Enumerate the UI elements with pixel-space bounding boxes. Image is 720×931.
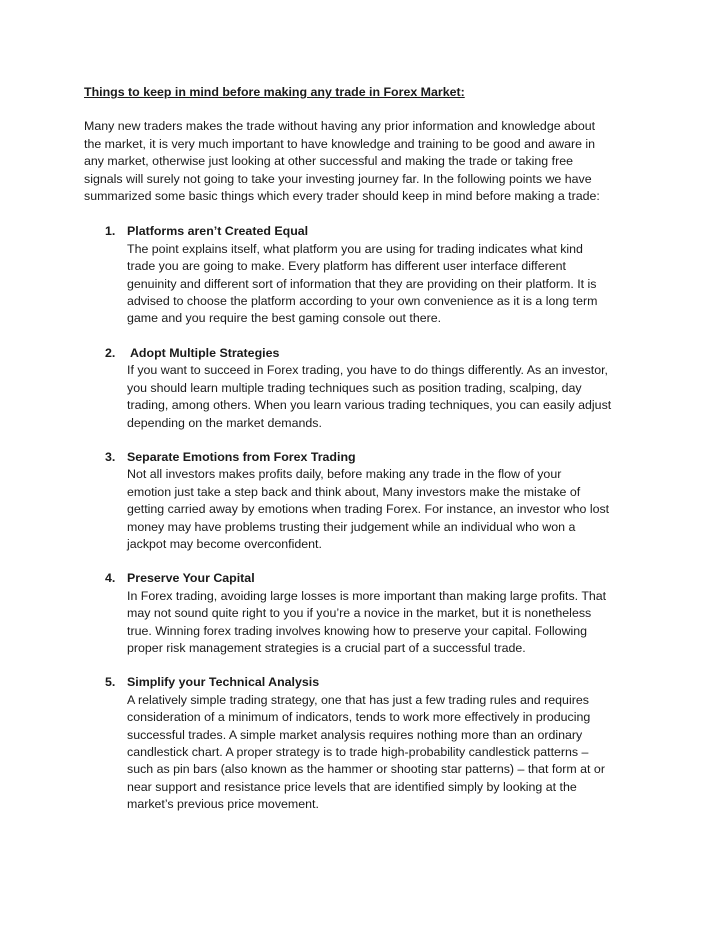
point-line: successful trades. A simple market analysis requires nothing more than an ordinary: [127, 727, 583, 742]
point-number: 2.: [105, 345, 116, 360]
intro-line: any market, otherwise just looking at other successful and making the trade or taking free: [84, 154, 573, 169]
point-item-3: [84, 449, 644, 553]
point-line: such as pin bars (also known as the hammer or shooting star patterns) – that form at or: [127, 762, 605, 777]
point-heading: Platforms aren’t Created Equal: [127, 224, 309, 239]
point-line: A relatively simple trading strategy, one that has just a few trading rules and requires: [127, 692, 589, 707]
point-number: 4.: [105, 571, 116, 586]
point-line: game and you require the best gaming console out there.: [127, 311, 442, 326]
point-line: genuinity and different sort of information that they are providing on their platform. It is: [127, 276, 597, 291]
point-line: In Forex trading, avoiding large losses is more important than making large profits. That: [127, 588, 607, 603]
point-heading: Preserve Your Capital: [127, 571, 255, 586]
point-line: Not all investors makes profits daily, before making any trade in the flow of your: [127, 467, 562, 482]
point-line: market’s previous price movement.: [127, 797, 319, 812]
point-body: [127, 692, 644, 814]
document-title: Things to keep in mind before making any trade in Forex Market:: [84, 85, 465, 99]
point-line: true. Winning forex trading involves knowing how to preserve your capital. Following: [127, 623, 588, 638]
point-number: 5.: [105, 675, 116, 690]
intro-paragraph: [84, 118, 644, 205]
point-line: consideration of a minimum of indicators, tends to work more effectively in producing: [127, 710, 591, 725]
point-line: you should learn multiple trading techniques such as position trading, scalping, day: [127, 380, 582, 395]
point-number: 3.: [105, 449, 116, 464]
point-line: The point explains itself, what platform you are using for trading indicates what kind: [127, 241, 583, 256]
intro-line: Many new traders makes the trade without having any prior information and knowledge about: [84, 119, 596, 134]
point-line: If you want to succeed in Forex trading, you have to do things differently. As an investor,: [127, 363, 608, 378]
point-line: proper risk management strategies is a crucial part of a successful trade.: [127, 640, 526, 655]
point-line: depending on the market demands.: [127, 415, 322, 430]
point-line: trading, among others. When you learn various trading techniques, you can easily adjust: [127, 398, 612, 413]
point-body: [127, 588, 644, 658]
point-line: may not sound quite right to you if you’re a novice in the market, but it is nonetheless: [127, 606, 592, 621]
point-item-1: [84, 223, 644, 327]
point-heading: Simplify your Technical Analysis: [127, 675, 320, 690]
document-page: [84, 84, 644, 814]
intro-line: signals will surely not going to take your investing journey far. In the following points we have: [84, 171, 592, 186]
point-heading: Adopt Multiple Strategies: [127, 345, 280, 360]
point-line: getting carried away by emotions when trading Forex. For instance, an investor who lost: [127, 502, 610, 517]
point-line: jackpot may become overconfident.: [127, 536, 322, 551]
intro-line: summarized some basic things which every trader should keep in mind before making a trade:: [84, 189, 600, 204]
point-line: advised to choose the platform according to your own convenience as it is a long term: [127, 294, 598, 309]
intro-line: the market, it is very much important to have knowledge and training to be good and aware in: [84, 136, 596, 151]
point-body: [127, 362, 644, 432]
point-line: candlestick chart. A proper strategy is to trade high-probability candlestick patterns –: [127, 745, 589, 759]
point-line: trade you are going to make. Every platform has different user interface different: [127, 259, 566, 274]
point-item-5: [84, 674, 644, 813]
point-item-4: [84, 570, 644, 657]
point-line: emotion just take a step back and think about, Many investors make the mistake of: [127, 484, 581, 499]
point-line: money may have problems trusting their judgement while an individual who won a: [127, 519, 576, 534]
point-body: [127, 241, 644, 328]
points-list: [84, 223, 644, 813]
point-heading: Separate Emotions from Forex Trading: [127, 449, 356, 464]
point-line: near support and resistance price levels that are identified simply by looking at the: [127, 779, 577, 794]
point-body: [127, 466, 644, 553]
point-number: 1.: [105, 224, 116, 239]
point-item-2: [84, 345, 644, 432]
